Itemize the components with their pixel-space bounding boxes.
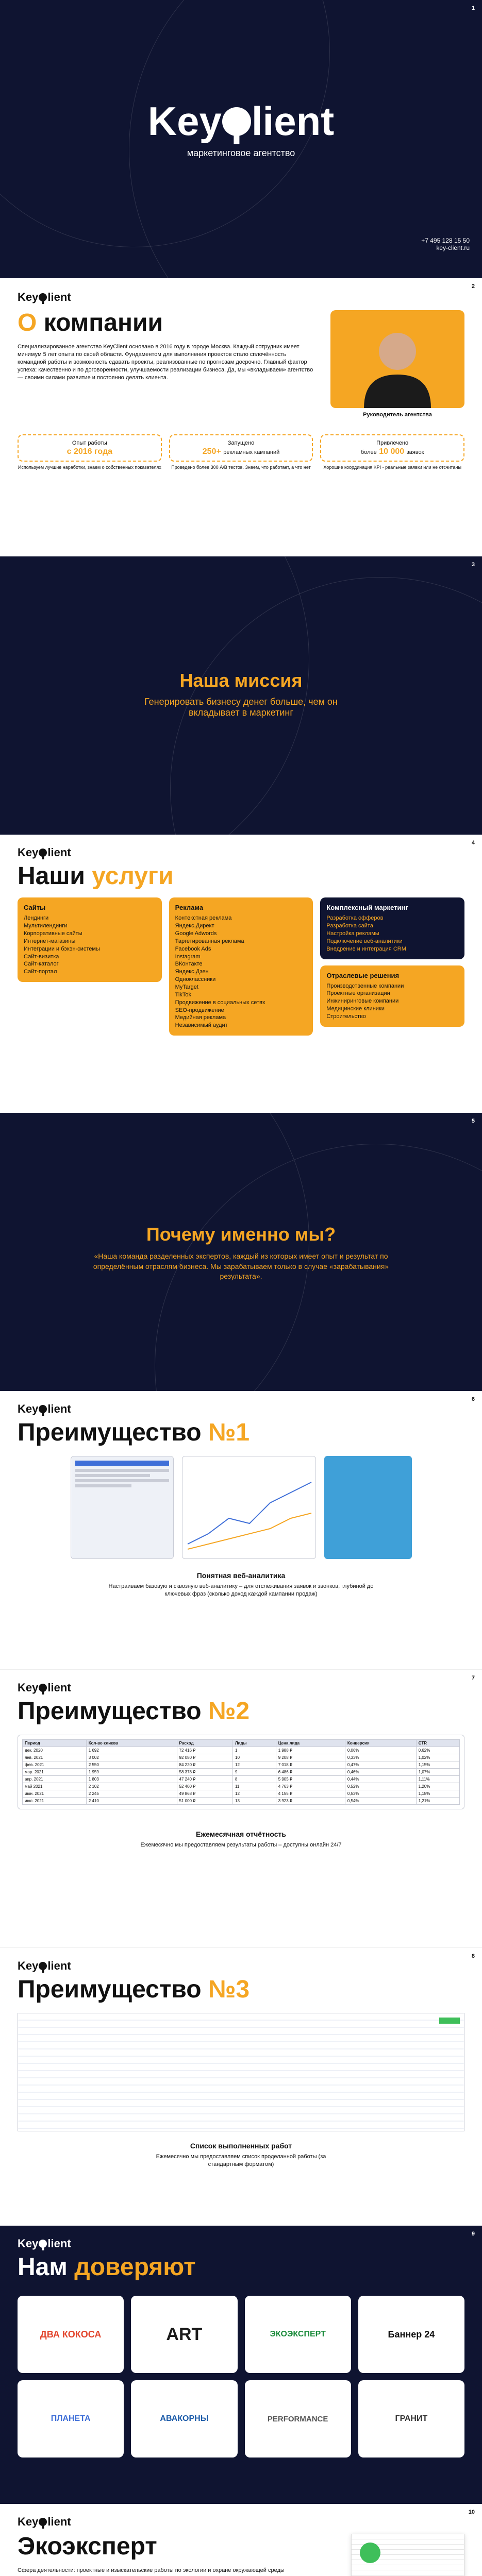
service-card-sites: Сайты Лендинги Мультилендинги Корпоративные сайты Интернет-магазины Интеграции и бэкэн-системы Сайт-визитка Сайт-каталог Сайт-портал	[18, 897, 162, 982]
client-logo: PERFORMANCE	[245, 2380, 351, 2458]
caption-text: Ежемесячно мы предоставляем список проделанной работы (за стандартным форматом)	[156, 2154, 326, 2168]
person-icon	[359, 320, 436, 408]
brand-mark-icon	[39, 293, 47, 301]
service-card-complex: Комплексный маркетинг Разработка офферов Разработка сайта Настройка рекламы Подключение веб-аналитики Внедрение и интеграция CRM	[320, 897, 464, 959]
service-list: Контекстная реклама Яндекс.Директ Google Adwords Таргетированная реклама Facebook Ads Instagram ВКонтакте Яндекс.Дзен Одноклассники MyTarget TikTok Продвижение в социальных сетях SEO-продвижение Медийная реклама Независимый аудит	[175, 915, 265, 1029]
analytics-illustration	[324, 1456, 412, 1559]
mission-title: Наша миссия	[179, 670, 303, 691]
page-number: 7	[471, 1675, 475, 1681]
about-title: О компании	[18, 309, 163, 336]
brand-mark-icon	[222, 107, 251, 136]
brand-mark-icon	[39, 1684, 47, 1692]
services-section	[0, 835, 482, 1113]
table-row: июл. 2021 2 410 51 000 ₽ 13 3 923 ₽ 0,54% 1,21%	[23, 1798, 460, 1805]
brand-mark-icon	[39, 2240, 47, 2248]
why-text: «Наша команда разделенных экспертов, каждый из которых имеет опыт и результат по определённым отраслям бизнеса. Мы зарабатываем только в случае «зарабатывания» результата».	[93, 1252, 389, 1281]
brand-logo-small: Key lient	[18, 1402, 71, 1415]
caption-title: Список выполненных работ	[190, 2142, 292, 2150]
brand-logo-small: Key lient	[18, 1681, 71, 1694]
brand-mark-icon	[39, 2518, 47, 2526]
caption-text: Настраиваем базовую и сквозную веб-аналитику – для отслеживания заявок и звонков, глубиной до ключевых фраз (сколько доход каждой кампании продаж)	[108, 1583, 374, 1598]
brand-mark-icon	[39, 849, 47, 857]
page-number: 2	[471, 283, 475, 290]
about-stat: Опыт работы с 2016 года Используем лучшие наработки, знаем о собственных показателях	[18, 434, 162, 471]
hero-site[interactable]: key-client.ru	[436, 244, 470, 251]
about-section	[0, 278, 482, 556]
analytics-screenshot	[71, 1456, 174, 1559]
client-logo: ДВА КОКОСА	[18, 2296, 124, 2373]
brand-mark-icon	[39, 1962, 47, 1970]
why-section	[0, 1113, 482, 1391]
page-number: 5	[471, 1118, 475, 1124]
table-row: дек. 2020 1 692 72 416 ₽ 1 1 988 ₽ 0,06% 0,62%	[23, 1747, 460, 1754]
table-header: Период Кол-во кликов Расход Лиды Цена лида Конверсия CTR	[23, 1740, 460, 1747]
table-row: янв. 2021 3 002 92 080 ₽ 10 9 208 ₽ 0,33% 1,02%	[23, 1754, 460, 1761]
director-photo	[330, 310, 464, 408]
report-table	[18, 1735, 464, 1809]
client-logo: АВАКОРНЫ	[131, 2380, 237, 2458]
client-logo: ART	[131, 2296, 237, 2373]
caption-title: Понятная веб-аналитика	[196, 1571, 286, 1580]
brand-mark-icon	[39, 1405, 47, 1413]
table-row: июн. 2021 2 245 49 868 ₽ 12 4 155 ₽ 0,53% 1,18%	[23, 1790, 460, 1798]
advantage-title: Преимущество №3	[18, 1976, 250, 2003]
director-caption: Руководитель агентства	[363, 412, 432, 418]
client-logo: ГРАНИТ	[358, 2380, 464, 2458]
line-chart-icon	[182, 1456, 316, 1559]
client-logo: Баннер 24	[358, 2296, 464, 2373]
client-logo: ЭКОЭКСПЕРТ	[245, 2296, 351, 2373]
brand-logo-small: Key lient	[18, 2515, 71, 2528]
brand-logo-small: Key lient	[18, 1959, 71, 1972]
case-eco-section	[0, 2504, 482, 2576]
mission-section	[0, 556, 482, 835]
analytics-chart-screenshot	[182, 1456, 316, 1559]
trust-section	[0, 2226, 482, 2504]
recommendation-letter	[351, 2534, 464, 2576]
page-number: 9	[471, 2231, 475, 2237]
about-stat: Привлечено более 10 000 заявок Хорошие координация KPI - реальные заявки или не отсчитаны	[320, 434, 464, 471]
brand-logo-small: Key lient	[18, 2237, 71, 2250]
hero-subtitle: маркетинговое агентство	[187, 148, 295, 158]
page-number: 10	[468, 2509, 475, 2515]
caption-title: Ежемесячная отчётность	[196, 1830, 286, 1839]
page-number: 8	[471, 1953, 475, 1959]
brand-logo-small: Key lient	[18, 846, 71, 859]
service-list: Лендинги Мультилендинги Корпоративные сайты Интернет-магазины Интеграции и бэкэн-системы Сайт-визитка Сайт-каталог Сайт-портал	[24, 915, 100, 975]
table-row: мар. 2021 1 959 58 378 ₽ 9 6 486 ₽ 0,46% 1,07%	[23, 1769, 460, 1776]
caption-text: Ежемесячно мы предоставляем результаты работы – доступны онлайн 24/7	[140, 1842, 342, 1849]
advantage-2-section	[0, 1669, 482, 1947]
table-row: фев. 2021 2 550 84 220 ₽ 12 7 018 ₽ 0,47% 1,15%	[23, 1761, 460, 1769]
advantage-title: Преимущество №1	[18, 1419, 250, 1446]
table-row: апр. 2021 1 803 47 240 ₽ 8 5 905 ₽ 0,44% 1,11%	[23, 1776, 460, 1783]
client-logo: ПЛАНЕТА	[18, 2380, 124, 2458]
about-stat: Запущено 250+ рекламных кампаний Проведено более 300 A/B тестов. Знаем, что работает, а что нет	[169, 434, 313, 471]
page-number: 6	[471, 1396, 475, 1402]
advantage-1-section	[0, 1391, 482, 1669]
mission-text: Генерировать бизнесу денег больше, чем он вкладывает в маркетинг	[144, 697, 338, 718]
brand-logo-small: Key lient	[18, 291, 71, 303]
trust-title: Нам доверяют	[18, 2253, 196, 2281]
services-title: Наши услуги	[18, 862, 174, 890]
case-text: Сфера деятельности: проектные и изыскательские работы по экологии и охране окружающей среды	[18, 2567, 285, 2574]
advantage-3-section	[0, 1947, 482, 2226]
page-number: 1	[471, 5, 475, 11]
page-number: 4	[471, 840, 475, 846]
hero-phone[interactable]: +7 495 128 15 50	[421, 237, 470, 244]
page-number: 3	[471, 562, 475, 568]
hero-section	[0, 0, 482, 278]
table-row: май 2021 2 102 52 400 ₽ 11 4 763 ₽ 0,52% 1,20%	[23, 1783, 460, 1790]
worklist-screenshot	[18, 2013, 464, 2131]
about-text: Специализированное агентство KeyClient основано в 2016 году в городе Москва. Каждый сотрудник имеет минимум 5 лет опыта по своей области. Фундаментом для выполнения проектов стало сплочённость командной работы и возможность сдавать проекты, реализованные по прогнозам досрочно. Главный фактор успеха: качественно и по договорённости, улучшаемости реализации бизнеса. Да, мы «вкладываем» агентство — своими силами развитие и постоянно делать клиента.	[18, 344, 313, 381]
case-title: Экоэксперт	[18, 2533, 157, 2560]
why-title: Почему именно мы?	[146, 1224, 336, 1245]
advantage-title: Преимущество №2	[18, 1698, 250, 1725]
service-card-industry: Отраслевые решения Производственные компании Проектные организации Инжиниринговые компании Медицинские клиники Строительство	[320, 965, 464, 1027]
service-card-ads: Реклама Контекстная реклама Яндекс.Директ Google Adwords Таргетированная реклама Facebook Ads Instagram ВКонтакте Яндекс.Дзен Одноклассники MyTarget TikTok Продвижение в социальных сетях SEO-продвижение Медийная реклама Независимый аудит	[169, 897, 313, 1036]
brand-logo: Key lient	[147, 98, 335, 144]
